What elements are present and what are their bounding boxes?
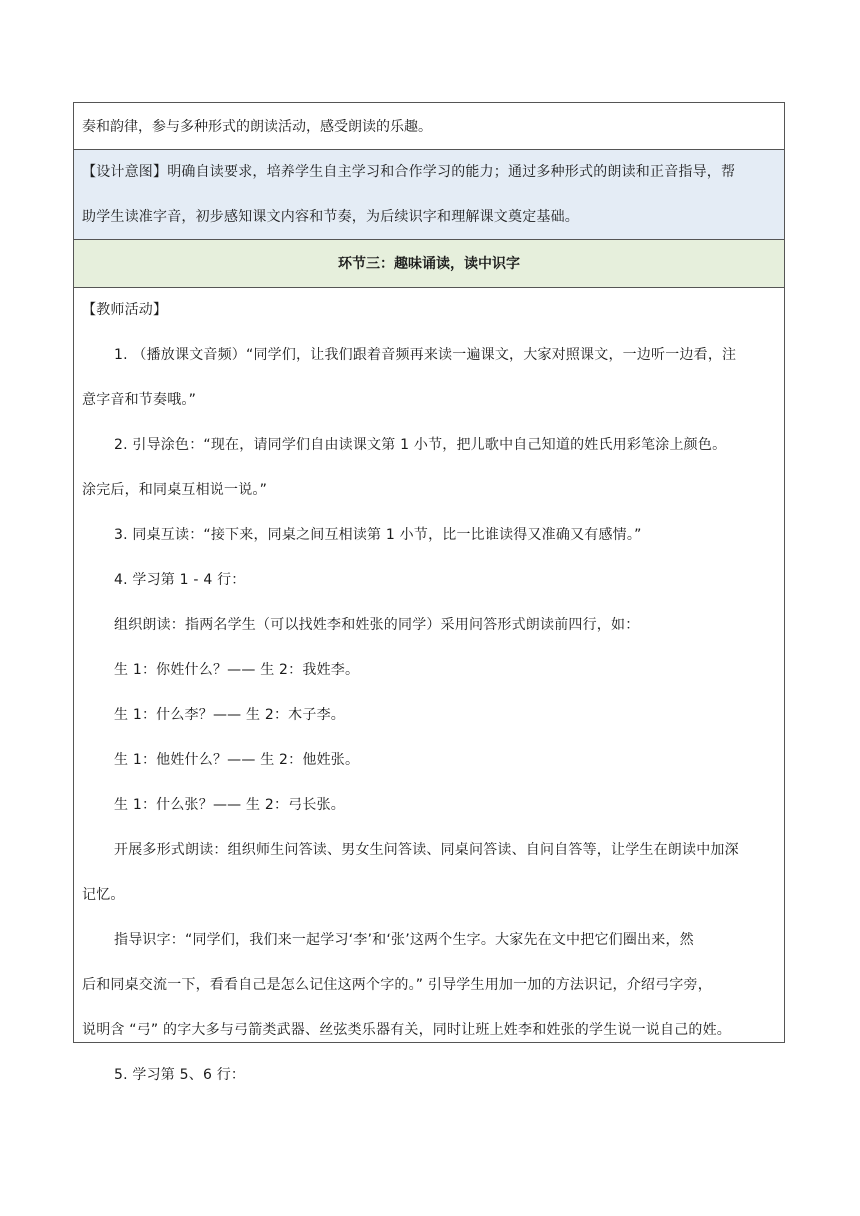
activity-line: 3. 同桌互读：“接下来，同桌之间互相读第 1 小节，比一比谁读得又准确又有感情。”	[114, 527, 642, 543]
dialogue-line: 生 1：什么李？—— 生 2：木子李。	[114, 707, 345, 723]
activity-line: 开展多形式朗读：组织师生问答读、男女生问答读、同桌问答读、自问自答等，让学生在朗读中加深	[114, 842, 739, 858]
teacher-activity-row	[74, 288, 784, 1083]
activity-line: 5. 学习第 5、6 行：	[114, 1067, 246, 1083]
activity-line: 指导识字：“同学们，我们来一起学习‘李’和‘张’这两个生字。大家先在文中把它们圈出来，然	[114, 932, 694, 948]
activity-line: 4. 学习第 1 - 4 行：	[114, 572, 246, 588]
design-intent-line-1: 【设计意图】明确自读要求，培养学生自主学习和合作学习的能力；通过多种形式的朗读和正音指导，帮	[82, 164, 736, 180]
design-intent-line-2: 助学生读准字音，初步感知课文内容和节奏，为后续识字和理解课文奠定基础。	[82, 209, 579, 225]
section-title: 环节三：趣味诵读，读中识字	[74, 240, 784, 288]
dialogue-line: 生 1：他姓什么？—— 生 2：他姓张。	[114, 752, 360, 768]
activity-line: 意字音和节奏哦。”	[82, 392, 197, 408]
teacher-activity-heading: 【教师活动】	[82, 302, 168, 318]
design-intent-row	[74, 150, 784, 240]
dialogue-line: 生 1：你姓什么？—— 生 2：我姓李。	[114, 662, 360, 678]
activity-line: 说明含 “弓” 的字大多与弓箭类武器、丝弦类乐器有关，同时让班上姓李和姓张的学生说一说自己的姓。	[82, 1022, 732, 1038]
dialogue-line: 生 1：什么张？—— 生 2：弓长张。	[114, 797, 345, 813]
lesson-plan-table	[73, 102, 785, 1083]
activity-line: 记忆。	[82, 887, 125, 903]
activity-line: 2. 引导涂色：“现在，请同学们自由读课文第 1 小节，把儿歌中自己知道的姓氏用彩笔涂上颜色。	[114, 437, 727, 453]
activity-line: 1. （播放课文音频）“同学们，让我们跟着音频再来读一遍课文，大家对照课文，一边听一边看，注	[114, 347, 737, 363]
activity-line: 后和同桌交流一下，看看自己是怎么记住这两个字的。” 引导学生用加一加的方法识记，介绍弓字旁，	[82, 977, 712, 993]
activity-line: 涂完后，和同桌互相说一说。”	[82, 482, 268, 498]
activity-line: 组织朗读：指两名学生（可以找姓李和姓张的同学）采用问答形式朗读前四行，如：	[114, 617, 640, 633]
continued-text-row	[74, 103, 784, 150]
continued-text: 奏和韵律，参与多种形式的朗读活动，感受朗读的乐趣。	[82, 119, 432, 135]
